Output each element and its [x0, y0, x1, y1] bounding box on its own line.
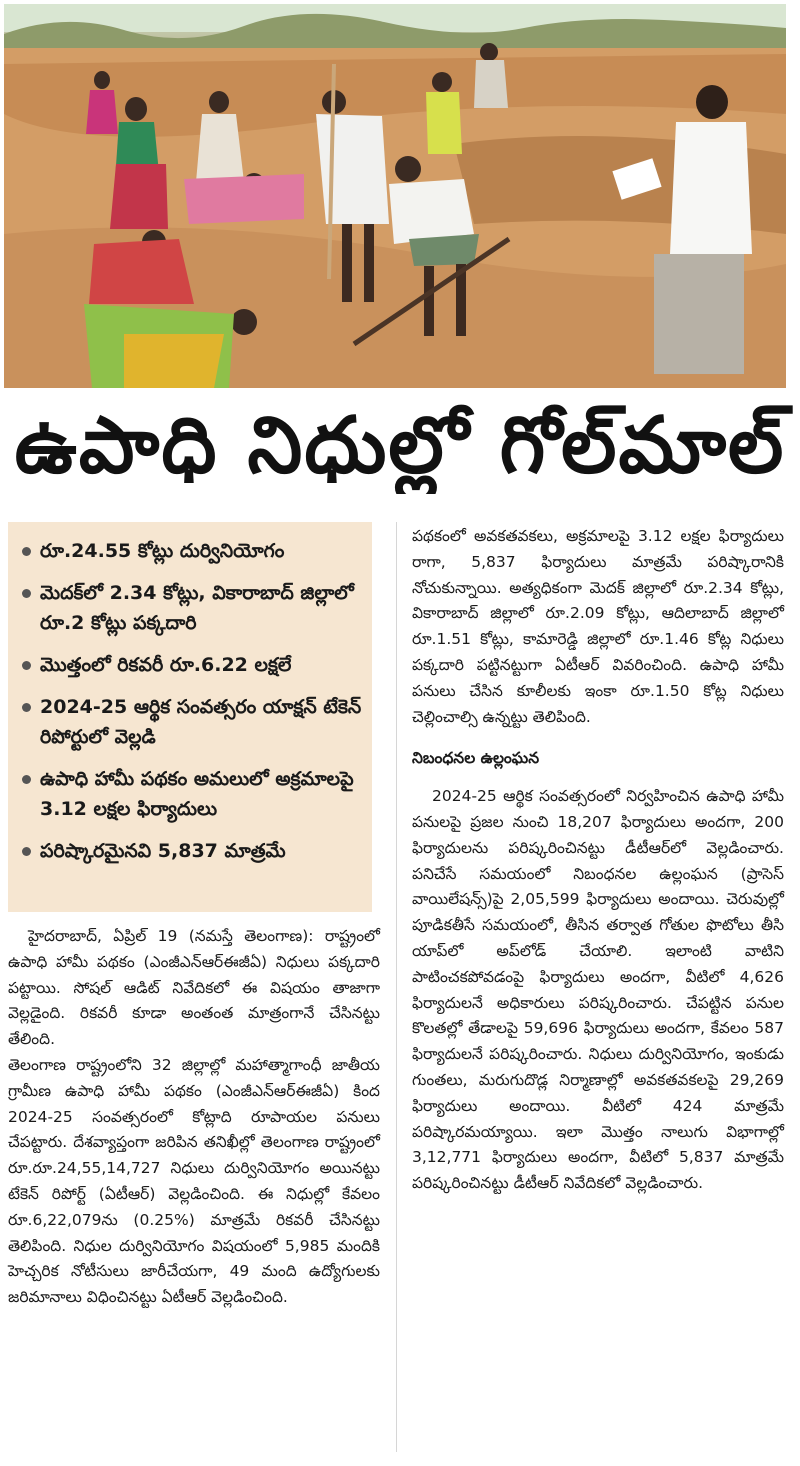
- column-divider: [396, 522, 397, 1452]
- article-right-column: [412, 524, 784, 1197]
- article-paragraph: హైదరాబాద్, ఏప్రిల్ 19 (నమస్తే తెలంగాణ): రాష్ట్రంలో ఉపాధి హామీ పథకం (ఎంజీఎన్ఆర్ఈజీఏ) నిధులు పక్కదారి పట్టాయి. సోషల్ ఆడిట్ నివేదికలో ఈ విషయం తాజాగా వెల్లడైంది. రికవరీ కూడా అంతంత మాత్రంగానే చేసినట్టు తేలింది.: [8, 927, 380, 1049]
- bullet-icon: [22, 589, 31, 598]
- bullet-icon: [22, 661, 31, 670]
- highlight-text: పరిష్కారమైనవి 5,837 మాత్రమే: [40, 840, 286, 862]
- highlights-box: [8, 522, 372, 912]
- highlight-text: రూ.24.55 కోట్లు దుర్వినియోగం: [40, 540, 285, 562]
- highlight-text: 2024-25 ఆర్థిక సంవత్సరం యాక్షన్ టేకెన్ రిపోర్టులో వెల్లడి: [40, 696, 362, 748]
- highlight-item: [22, 578, 362, 638]
- worksite-illustration: [4, 4, 786, 388]
- news-photo: [4, 4, 786, 388]
- highlight-text: మెదక్‌లో 2.34 కోట్లు, వికారాబాద్ జిల్లాలో రూ.2 కోట్లు పక్కదారి: [40, 582, 354, 634]
- article-paragraph: పథకంలో అవకతవకలు, అక్రమాలపై 3.12 లక్షల ఫిర్యాదులు రాగా, 5,837 ఫిర్యాదులు మాత్రమే పరిష్కారానికి నోచుకున్నాయి. అత్యధికంగా మెదక్ జిల్లాలో రూ.2.34 కోట్లు, వికారాబాద్ జిల్లాలో రూ.2.09 కోట్లు, ఆదిలాబాద్ జిల్లాలో రూ.1.51 కోట్లు, కామారెడ్డి జిల్లాలో రూ.1.46 కోట్ల నిధులు పక్కదారి పట్టినట్టుగా ఏటీఆర్ వివరించింది. ఉపాధి హామీ పనులు చేసిన కూలీలకు ఇంకా రూ.1.50 కోట్ల నిధులు చెల్లించాల్సి ఉన్నట్టు తెలిపింది.: [412, 527, 784, 726]
- article-paragraph: 2024-25 ఆర్థిక సంవత్సరంలో నిర్వహించిన ఉపాధి హామీ పనులపై ప్రజల నుంచి 18,207 ఫిర్యాదులు అందగా, 200 ఫిర్యాదులను పరిష్కరించినట్టు డీటీఆర్‌లో వెల్లడించారు. పనిచేసే సమయంలో నిబంధనల ఉల్లంఘన (ప్రాసెస్ వాయిలేషన్స్)పై 2,05,599 ఫిర్యాదులు అందాయి. చెరువుల్లో పూడికతీసే సమయంలో, తీసిన తర్వాత గోతుల ఫొటోలు తీసి యాప్‌లో అప్‌లోడ్ చేయాలి. ఇలాంటి వాటిని పాటించకపోవడంపై ఫిర్యాదులు అందగా, వీటిలో 4,626 ఫిర్యాదులనే అధికారులు పరిష్కరించారు. చేపట్టిన పనుల కొలతల్లో తేడాలపై 59,696 ఫిర్యాదులు అందగా, కేవలం 587 ఫిర్యాదులనే పరిష్కరించారు. నిధులు దుర్వినియోగం, ఇంకుడు గుంతలు, మరుగుదొడ్ల నిర్మాణాల్లో అవకతవకలపై 29,269 ఫిర్యాదులు అందాయి. వీటిలో 424 మాత్రమే పరిష్కారమయ్యాయి. ఇలా మొత్తం నాలుగు విభాగాల్లో 3,12,771 ఫిర్యాదులు అందగా, వీటిలో 5,837 మాత్రమే పరిష్కరించినట్టు డీటీఆర్ నివేదికలో వెల్లడించారు.: [412, 787, 784, 1193]
- bullet-icon: [22, 547, 31, 556]
- article-subheading: నిబంధనల ఉల్లంఘన: [412, 749, 540, 768]
- highlight-item: [22, 764, 362, 824]
- bullet-icon: [22, 847, 31, 856]
- highlight-item: [22, 536, 362, 566]
- article-paragraph: తెలంగాణ రాష్ట్రంలోని 32 జిల్లాల్లో మహాత్మాగాంధీ జాతీయ గ్రామీణ ఉపాధి హామీ పథకం (ఎంజీఎన్ఆర్ఈజీఏ) కింద 2024-25 సంవత్సరంలో కోట్లాది రూపాయల పనులు చేపట్టారు. దేశవ్యాప్తంగా జరిపిన తనిఖీల్లో తెలంగాణ రాష్ట్రంలో రూ.రూ.24,55,14,727 నిధులు దుర్వినియోగం అయినట్టు టేకెన్ రిపోర్ట్ (ఏటీఆర్) వెల్లడించింది. ఈ నిధుల్లో కేవలం రూ.6,22,079ను (0.25%) మాత్రమే రికవరీ చేసినట్టు తెలిపింది. నిధుల దుర్వినియోగం విషయంలో 5,985 మందికి హెచ్చరిక నోటీసులు జారీచేయగా, 49 మంది ఉద్యోగులకు జరిమానాలు విధించినట్టు ఏటీఆర్ వెల్లడించింది.: [8, 1055, 380, 1307]
- highlight-text: మొత్తంలో రికవరీ రూ.6.22 లక్షలే: [40, 654, 292, 676]
- headline: ఉపాధి నిధుల్లో గోల్‌మాల్: [14, 401, 786, 491]
- highlight-item: [22, 692, 362, 752]
- highlight-item: [22, 836, 362, 866]
- article-left-column: [8, 924, 380, 1311]
- highlight-text: ఉపాధి హామీ పథకం అమలులో అక్రమాలపై 3.12 లక్షల ఫిర్యాదులు: [40, 768, 354, 820]
- bullet-icon: [22, 703, 31, 712]
- highlight-item: [22, 650, 362, 680]
- bullet-icon: [22, 775, 31, 784]
